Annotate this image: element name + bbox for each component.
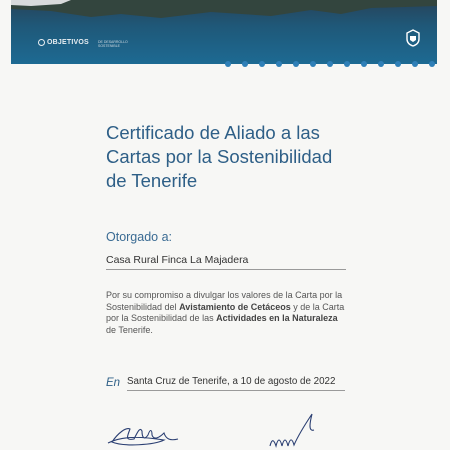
body-text-part: Por su compromiso a divulgar los valores de la Carta por la Sostenibilidad del: [106, 290, 343, 312]
header-banner-photo: [11, 0, 437, 64]
sdg-globe-icon: [38, 39, 45, 46]
sdg-logo-label: OBJETIVOS: [47, 39, 89, 46]
awarded-label: Otorgado a:: [106, 230, 173, 244]
cliff-silhouette: [11, 0, 437, 20]
recipient-name: Casa Rural Finca La Majadera: [106, 254, 346, 270]
certificate-body-text: [106, 290, 346, 336]
place-and-date: Santa Cruz de Tenerife, a 10 de agosto de 2022: [127, 376, 345, 391]
body-text-part: de Tenerife.: [106, 324, 153, 335]
title-line: Cartas por la Sostenibilidad: [106, 146, 333, 167]
title-line: Certificado de Aliado a las: [106, 122, 320, 143]
cabildo-crest-icon: [404, 29, 422, 47]
place-prefix-label: En: [106, 377, 121, 389]
body-text-bold: Avistamiento de Cetáceos: [179, 301, 291, 312]
signature-right: [264, 408, 324, 450]
signature-left: [104, 415, 184, 450]
body-text-part: y de la Carta por la Sostenibilidad de las: [106, 301, 345, 323]
title-line: de Tenerife: [106, 170, 198, 191]
body-text-bold: Actividades en la Naturaleza: [216, 313, 338, 323]
decorative-dot-row: [225, 61, 435, 69]
sdg-logo-subtitle: DE DESARROLLO SOSTENIBLE: [98, 40, 128, 48]
certificate-title: [106, 121, 426, 193]
